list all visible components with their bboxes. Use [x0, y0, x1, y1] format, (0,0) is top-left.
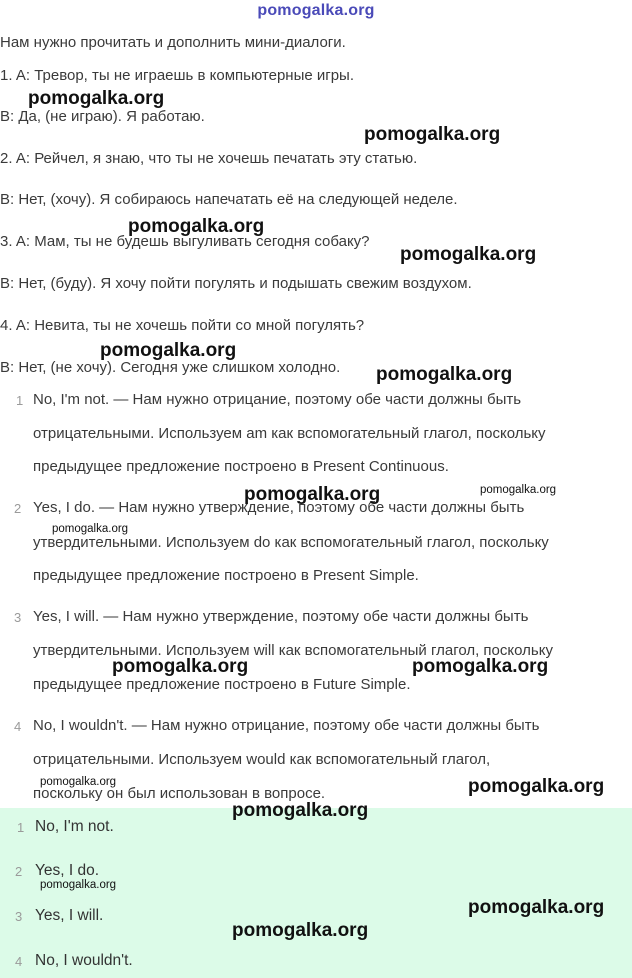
answer-number: 1: [17, 820, 25, 835]
watermark: pomogalka.org: [128, 216, 265, 237]
dialog-line: 2. A: Рейчел, я знаю, что ты не хочешь печатать эту статью.: [0, 150, 418, 167]
watermark: pomogalka.org: [468, 897, 605, 918]
task-intro: Нам нужно прочитать и дополнить мини-диалоги.: [0, 34, 346, 51]
header-watermark: pomogalka.org: [257, 2, 375, 19]
explanation-number: 1: [16, 393, 24, 408]
watermark: pomogalka.org: [412, 656, 549, 677]
watermark: pomogalka.org: [100, 340, 237, 361]
explanation-line: отрицательными. Используем would как вспомогательный глагол,: [33, 751, 491, 768]
watermark: pomogalka.org: [480, 484, 557, 496]
watermark: pomogalka.org: [364, 124, 501, 145]
watermark: pomogalka.org: [244, 484, 381, 505]
explanation-line: утвердительными. Используем will как вспомогательный глагол, поскольку: [33, 642, 553, 659]
watermark: pomogalka.org: [112, 656, 249, 677]
explanation-number: 2: [14, 501, 22, 516]
explanation-line: утвердительными. Используем do как вспомогательный глагол, поскольку: [33, 534, 549, 551]
explanation-line: Yes, I do. — Нам нужно утверждение, поэтому обе части должны быть: [33, 499, 525, 516]
dialog-line: 3. A: Мам, ты не будешь выгуливать сегодня собаку?: [0, 233, 370, 250]
explanation-line: No, I'm not. — Нам нужно отрицание, поэтому обе части должны быть: [33, 391, 522, 408]
answer-text: No, I wouldn't.: [35, 952, 133, 969]
answer-number: 3: [15, 909, 23, 924]
answer-text: No, I'm not.: [35, 818, 114, 835]
explanation-number: 4: [14, 719, 22, 734]
explanation-line: поскольку он был использован в вопросе.: [33, 785, 326, 802]
answer-text: Yes, I do.: [35, 862, 100, 879]
watermark: pomogalka.org: [52, 523, 129, 535]
watermark: pomogalka.org: [40, 879, 117, 891]
explanation-line: No, I wouldn't. — Нам нужно отрицание, поэтому обе части должны быть: [33, 717, 540, 734]
answer-number: 2: [15, 864, 23, 879]
watermark: pomogalka.org: [232, 920, 369, 941]
watermark: pomogalka.org: [40, 776, 117, 788]
watermark: pomogalka.org: [468, 776, 605, 797]
answer-number: 4: [15, 954, 23, 969]
explanation-line: Yes, I will. — Нам нужно утверждение, поэтому обе части должны быть: [33, 608, 529, 625]
explanation-line: отрицательными. Используем am как вспомогательный глагол, поскольку: [33, 425, 546, 442]
dialog-line: 1. A: Тревор, ты не играешь в компьютерные игры.: [0, 67, 355, 84]
dialog-line: B: Нет, (не хочу). Сегодня уже слишком холодно.: [0, 359, 341, 376]
watermark: pomogalka.org: [232, 800, 369, 821]
explanation-line: предыдущее предложение построено в Future Simple.: [33, 676, 411, 693]
answer-text: Yes, I will.: [35, 907, 104, 924]
watermark: pomogalka.org: [28, 88, 165, 109]
explanation-line: предыдущее предложение построено в Present Simple.: [33, 567, 419, 584]
dialog-line: B: Нет, (буду). Я хочу пойти погулять и подышать свежим воздухом.: [0, 275, 472, 292]
watermark: pomogalka.org: [400, 244, 537, 265]
dialog-line: B: Да, (не играю). Я работаю.: [0, 108, 205, 125]
watermark: pomogalka.org: [376, 364, 513, 385]
dialog-line: B: Нет, (хочу). Я собираюсь напечатать её на следующей неделе.: [0, 191, 458, 208]
dialog-line: 4. A: Невита, ты не хочешь пойти со мной погулять?: [0, 317, 365, 334]
explanation-line: предыдущее предложение построено в Present Continuous.: [33, 458, 449, 475]
explanation-number: 3: [14, 610, 22, 625]
